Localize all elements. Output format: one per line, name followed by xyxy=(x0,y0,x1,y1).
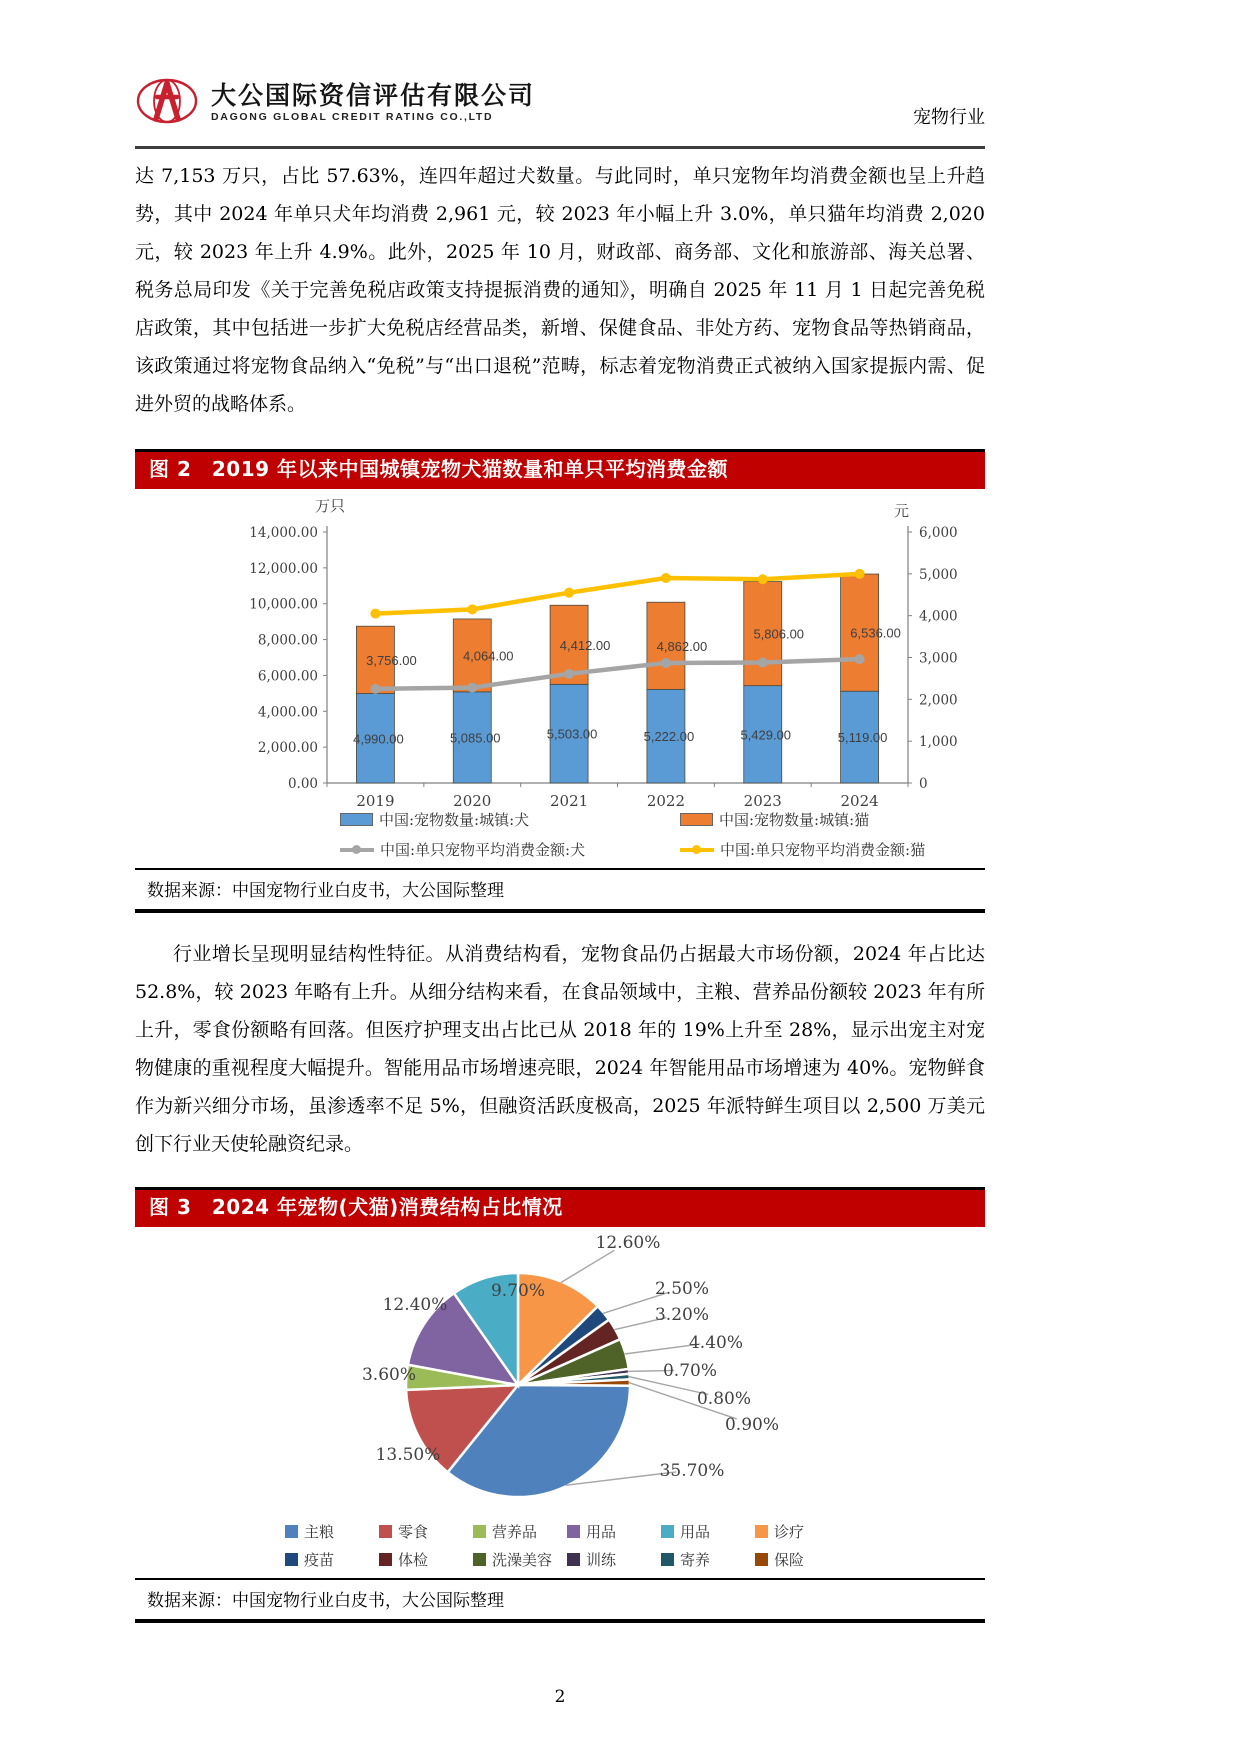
pie-chart xyxy=(135,1227,985,1517)
figure-3 xyxy=(135,1187,985,1623)
report-sector-label: 宠物行业 xyxy=(913,107,985,128)
page-header xyxy=(135,70,985,130)
svg-text:0.00: 0.00 xyxy=(287,776,318,792)
svg-text:6,000: 6,000 xyxy=(919,525,958,541)
legend-color-swatch xyxy=(473,1553,486,1566)
legend-color-swatch xyxy=(680,813,713,826)
company-name-cn: 大公国际资信评估有限公司 xyxy=(211,81,536,111)
legend-label: 疫苗 xyxy=(304,1551,335,1569)
svg-text:12.60%: 12.60% xyxy=(595,1233,661,1253)
legend-color-swatch xyxy=(285,1525,298,1538)
svg-text:5,222.00: 5,222.00 xyxy=(643,729,695,745)
svg-text:0.70%: 0.70% xyxy=(662,1361,718,1381)
svg-text:0: 0 xyxy=(919,776,928,792)
figure-3-legend xyxy=(135,1517,985,1578)
svg-text:2020: 2020 xyxy=(453,792,492,809)
legend-color-swatch xyxy=(567,1525,580,1538)
svg-text:4,412.00: 4,412.00 xyxy=(559,637,611,653)
legend-label: 营养品 xyxy=(492,1523,538,1541)
legend-item xyxy=(661,1521,755,1542)
svg-text:3.20%: 3.20% xyxy=(654,1305,710,1325)
svg-text:13.50%: 13.50% xyxy=(375,1445,441,1465)
legend-label: 中国:宠物数量:城镇:猫 xyxy=(719,811,870,829)
legend-label: 中国:单只宠物平均消费金额:犬 xyxy=(380,841,586,859)
legend-color-swatch xyxy=(340,813,373,826)
svg-text:2024: 2024 xyxy=(840,792,879,809)
svg-text:8,000.00: 8,000.00 xyxy=(257,632,318,649)
legend-item xyxy=(567,1549,661,1570)
legend-color-swatch xyxy=(285,1553,298,1566)
legend-color-swatch xyxy=(379,1553,392,1566)
svg-text:2,000: 2,000 xyxy=(919,692,958,709)
legend-item xyxy=(680,839,985,860)
legend-color-swatch xyxy=(755,1525,768,1538)
svg-text:6,536.00: 6,536.00 xyxy=(850,625,901,641)
svg-text:0.90%: 0.90% xyxy=(724,1415,780,1435)
legend-color-swatch xyxy=(379,1525,392,1538)
legend-label: 体检 xyxy=(398,1551,429,1569)
legend-label: 保险 xyxy=(774,1551,805,1569)
legend-label: 中国:单只宠物平均消费金额:猫 xyxy=(720,841,926,859)
legend-label: 训练 xyxy=(586,1551,617,1569)
svg-text:4,000.00: 4,000.00 xyxy=(257,704,318,721)
dagong-globe-icon xyxy=(135,76,199,130)
svg-text:2023: 2023 xyxy=(743,792,782,809)
svg-text:5,119.00: 5,119.00 xyxy=(837,730,888,746)
svg-text:4.40%: 4.40% xyxy=(688,1333,744,1353)
legend-item xyxy=(340,839,680,860)
legend-item xyxy=(567,1521,661,1542)
svg-text:5,503.00: 5,503.00 xyxy=(546,726,598,742)
company-name-en: DAGONG GLOBAL CREDIT RATING CO.,LTD xyxy=(211,111,494,124)
svg-text:2022: 2022 xyxy=(646,792,686,809)
svg-text:5,429.00: 5,429.00 xyxy=(740,727,792,743)
header-divider xyxy=(135,146,985,149)
legend-item xyxy=(379,1549,473,1570)
svg-text:2,000.00: 2,000.00 xyxy=(257,740,318,757)
svg-text:4,862.00: 4,862.00 xyxy=(656,638,708,654)
page-number: 2 xyxy=(554,1687,566,1707)
legend-color-swatch xyxy=(661,1525,674,1538)
svg-text:元: 元 xyxy=(894,502,910,520)
svg-text:5,000: 5,000 xyxy=(919,566,958,583)
combo-chart xyxy=(135,489,985,809)
svg-text:1,000: 1,000 xyxy=(919,734,958,751)
svg-text:9.70%: 9.70% xyxy=(490,1281,546,1301)
svg-text:4,000: 4,000 xyxy=(919,608,958,625)
legend-item xyxy=(340,809,680,830)
figure-2 xyxy=(135,449,985,913)
svg-text:4,064.00: 4,064.00 xyxy=(462,648,514,664)
svg-text:5,806.00: 5,806.00 xyxy=(753,626,805,642)
legend-label: 寄养 xyxy=(680,1551,711,1569)
legend-item xyxy=(285,1521,379,1542)
legend-label: 用品 xyxy=(586,1523,617,1541)
legend-line-marker xyxy=(680,843,714,856)
svg-text:4,990.00: 4,990.00 xyxy=(353,731,404,747)
svg-text:0.80%: 0.80% xyxy=(696,1389,752,1409)
svg-text:3,000: 3,000 xyxy=(919,650,958,667)
figure-3-source: 数据来源：中国宠物行业白皮书，大公国际整理 xyxy=(135,1578,985,1623)
legend-item xyxy=(661,1549,755,1570)
legend-label: 中国:宠物数量:城镇:犬 xyxy=(379,811,530,829)
svg-text:2021: 2021 xyxy=(549,792,589,809)
legend-item xyxy=(680,809,985,830)
legend-item xyxy=(473,1521,567,1542)
legend-label: 洗澡美容 xyxy=(492,1551,553,1569)
legend-color-swatch xyxy=(473,1525,486,1538)
legend-label: 诊疗 xyxy=(774,1523,805,1541)
svg-text:35.70%: 35.70% xyxy=(659,1461,725,1481)
body-paragraph-1: 达 7,153 万只，占比 57.63%，连四年超过犬数量。与此同时，单只宠物年均消费金额也呈上升趋势，其中 2024 年单只犬年均消费 2,961 元，较 2023 年小幅上升 3.0%，单只猫年均消费 2,020 元，较 2023 年上升 4.9%。此外，2025 年 10 月，财政部、商务部、文化和旅游部、海关总署、税务总局印发《关于完善免税店政策支持提振消费的通知》，明确自 2025 年 11 月 1 日起完善免税店政策，其中包括进一步扩大免税店经营品类，新增、保健食品、非处方药、宠物食品等热销商品，该政策通过将宠物食品纳入“免税”与“出口退税”范畴，标志着宠物消费正式被纳入国家提振内需、促进外贸的战略体系。 xyxy=(135,165,985,415)
figure-2-legend xyxy=(135,809,985,868)
company-name-block xyxy=(211,83,535,123)
legend-item xyxy=(473,1549,567,1570)
legend-item xyxy=(755,1521,849,1542)
legend-color-swatch xyxy=(661,1553,674,1566)
svg-text:12.40%: 12.40% xyxy=(382,1295,448,1315)
body-paragraph-2: 行业增长呈现明显结构性特征。从消费结构看，宠物食品仍占据最大市场份额，2024 年占比达 52.8%，较 2023 年略有上升。从细分结构来看，在食品领域中，主粮、营养品份额较 2023 年有所上升，零食份额略有回落。但医疗护理支出占比已从 2018 年的 19%上升至 28%，显示出宠主对宠物健康的重视程度大幅提升。智能用品市场增速亮眼，2024 年智能用品市场增速为 40%。宠物鲜食作为新兴细分市场，虽渗透率不足 5%，但融资活跃度极高，2025 年派特鲜生项目以 2,500 万美元创下行业天使轮融资纪录。 xyxy=(135,943,985,1155)
legend-item xyxy=(379,1521,473,1542)
svg-text:5,085.00: 5,085.00 xyxy=(449,730,501,746)
legend-item xyxy=(285,1549,379,1570)
legend-color-swatch xyxy=(755,1553,768,1566)
legend-label: 零食 xyxy=(398,1523,429,1541)
legend-label: 主粮 xyxy=(304,1523,335,1541)
legend-line-marker xyxy=(340,843,374,856)
svg-text:6,000.00: 6,000.00 xyxy=(257,668,318,685)
svg-text:万只: 万只 xyxy=(314,497,345,515)
company-logo xyxy=(135,76,535,130)
svg-text:3,756.00: 3,756.00 xyxy=(366,652,417,668)
svg-text:3.60%: 3.60% xyxy=(361,1365,417,1385)
figure-2-source: 数据来源：中国宠物行业白皮书，大公国际整理 xyxy=(135,868,985,913)
figure-2-title: 图 2 2019 年以来中国城镇宠物犬猫数量和单只平均消费金额 xyxy=(135,449,985,489)
legend-color-swatch xyxy=(567,1553,580,1566)
svg-text:10,000.00: 10,000.00 xyxy=(249,596,318,613)
legend-label: 用品 xyxy=(680,1523,711,1541)
figure-3-title: 图 3 2024 年宠物(犬猫)消费结构占比情况 xyxy=(135,1187,985,1227)
svg-text:14,000.00: 14,000.00 xyxy=(249,525,318,541)
page-footer xyxy=(135,1687,985,1707)
svg-text:2019: 2019 xyxy=(356,792,395,809)
svg-text:2.50%: 2.50% xyxy=(654,1279,710,1299)
legend-item xyxy=(755,1549,849,1570)
svg-text:12,000.00: 12,000.00 xyxy=(249,560,318,577)
